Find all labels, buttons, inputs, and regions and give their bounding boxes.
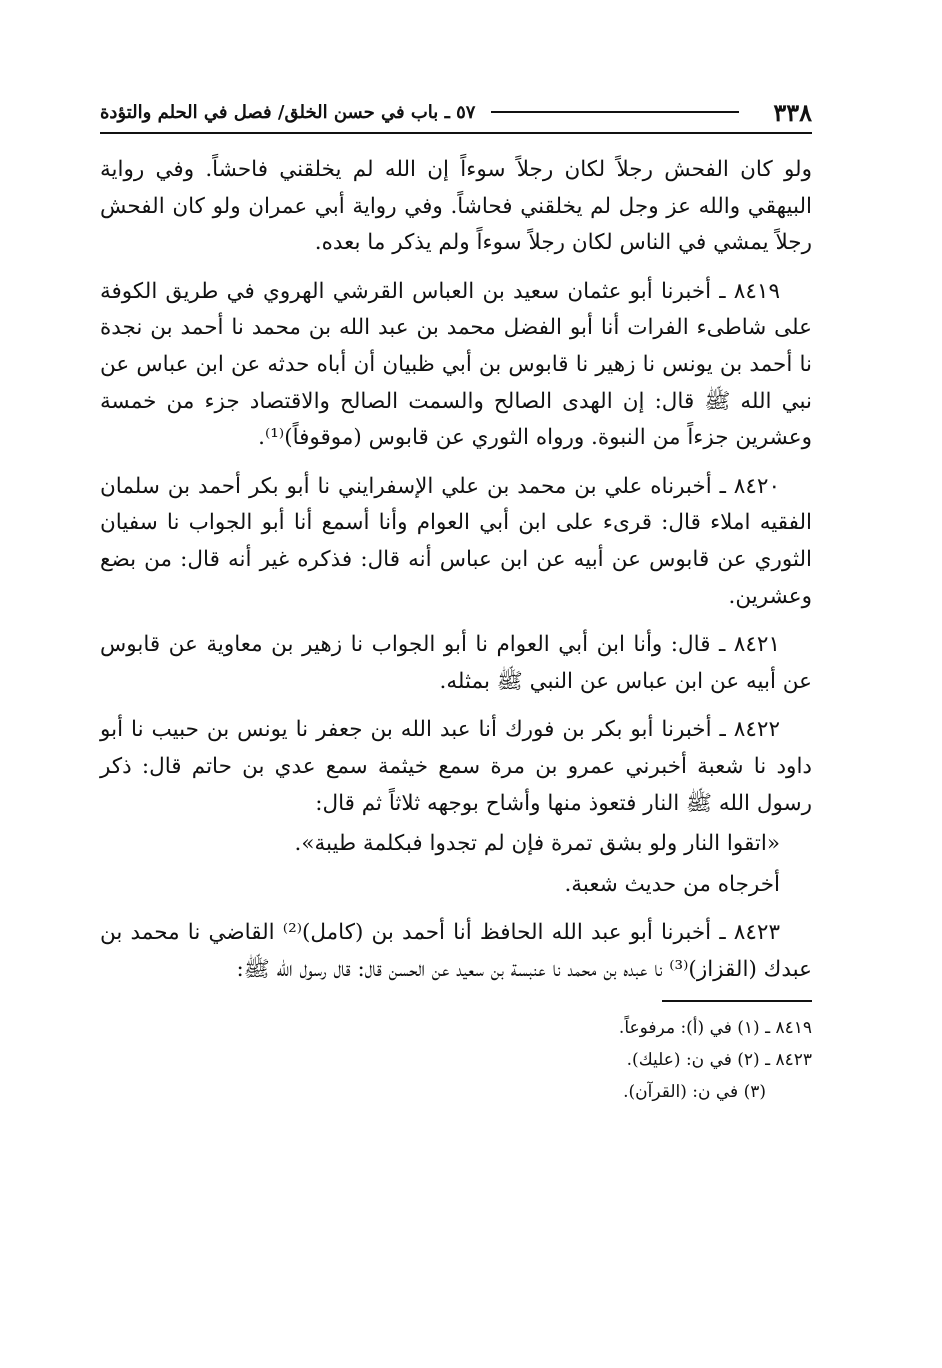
paragraph-continuation: ولو كان الفحش رجلاً لكان رجلاً سوءاً إن الله لم يخلقني فاحشاً. وفي رواية البيهقي والله عز وجل لم يخلقني فحاشاً. وفي رواية أبي عمران ولو كان الفحش رجلاً يمشي في الناس لكان رجلاً سوءاً ولم يذكر ما بعده.: [100, 157, 812, 256]
hadith-8422: ٨٤٢٢ ـ أخبرنا أبو بكر بن فورك أنا عبد الله بن جعفر نا يونس بن حبيب نا أبو داود نا شعبة أخبرني عمرو بن مرة سمع خيثمة سمع عدي بن حاتم قال: ذكر رسول الله ﷺ النار فتعوذ منها وأشاح بوجهه ثلاثاً ثم قال:: [100, 717, 812, 816]
footnote-separator: [662, 1000, 812, 1002]
page-header: [100, 92, 812, 134]
hadith-8421: ٨٤٢١ ـ قال: وأنا ابن أبي العوام نا أبو الجواب نا زهير بن معاوية عن قابوس عن أبيه عن ابن عباس عن النبي ﷺ بمثله.: [100, 632, 812, 694]
footnote: ٨٤١٩ ـ (١) في (أ): مرفوعاً.: [618, 1018, 812, 1039]
page-number: ٣٣٨: [773, 97, 812, 127]
hadith-8420: ٨٤٢٠ ـ أخبرناه علي بن محمد بن علي الإسفرايني نا أبو بكر أحمد بن سلمان الفقيه املاء قال: قرىء على ابن أبي العوام وأنا أسمع أنا أبو الجواب نا سفيان الثوري عن قابوس عن أبيه عن ابن عباس أنه قال: فذكره غير أنه قال: من بضع وعشرين.: [100, 473, 812, 609]
footnote: ٨٤٢٣ ـ (٢) في ن: (عليك).: [626, 1050, 812, 1071]
header-rule: [491, 111, 739, 113]
book-page: [100, 92, 812, 1108]
footnote: (٣) في ن: (القرآن).: [623, 1082, 766, 1103]
footnotes: [100, 1012, 812, 1108]
hadith-8419: ٨٤١٩ ـ أخبرنا أبو عثمان سعيد بن العباس القرشي الهروي في طريق الكوفة على شاطىء الفرات أنا أبو الفضل محمد بن عبد الله بن محمد نا أحمد بن نجدة نا أحمد بن يونس نا زهير نا قابوس بن أبي ظبيان أن أباه حدثه عن ابن عباس عن نبي الله ﷺ قال: إن الهدى الصالح والسمت الصالح والاقتصاد جزء من خمسة وعشرين جزءاً من النبوة. ورواه الثوري عن قابوس (موقوفاً)⁽¹⁾.: [100, 278, 812, 451]
body-text: [100, 152, 812, 988]
hadith-note: أخرجاه من حديث شعبة.: [564, 871, 780, 897]
hadith-quote: «اتقوا النار ولو بشق تمرة فإن لم تجدوا فبكلمة طيبة».: [294, 831, 780, 857]
running-title: ٥٧ ـ باب في حسن الخلق/ فصل في الحلم والتؤدة: [100, 101, 476, 123]
hadith-8423: ٨٤٢٣ ـ أخبرنا أبو عبد الله الحافظ أنا أحمد بن (كامل)⁽²⁾ القاضي نا محمد بن عبدك (القزاز)⁽³⁾ نا عبده بن محمد نا عنبسة بن سعيد عن الحسن قال: قال رسول الله ﷺ:: [100, 920, 812, 982]
